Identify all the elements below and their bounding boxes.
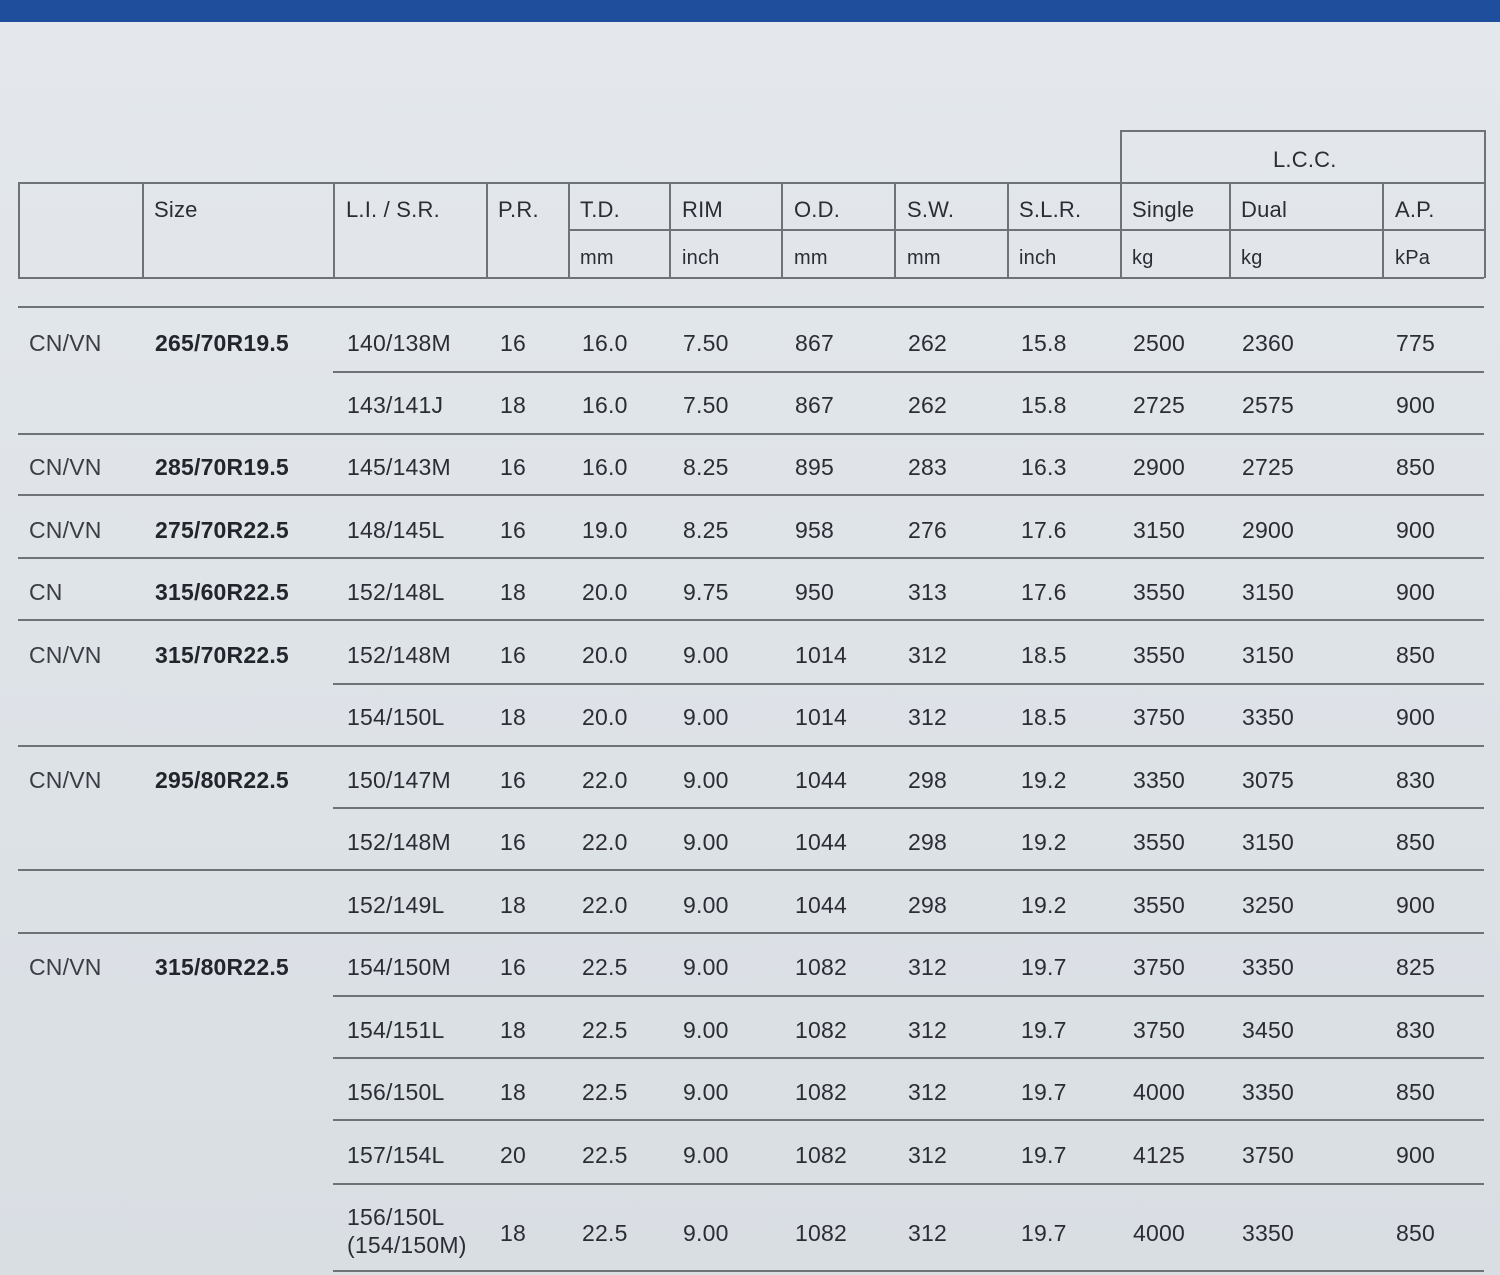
row-separator (18, 494, 1484, 496)
cell-size: 275/70R22.5 (155, 517, 289, 543)
row-separator (18, 306, 1484, 308)
cell-li-sr: 152/148L (347, 579, 445, 605)
cell-rim: 7.50 (683, 330, 729, 356)
column-header: Size (154, 197, 198, 222)
cell-pr: 18 (500, 392, 526, 418)
cell-li-sr: 152/148M (347, 829, 451, 855)
cell-od: 1044 (795, 829, 847, 855)
cell-rim: 9.00 (683, 642, 729, 668)
cell-pr: 18 (500, 579, 526, 605)
cell-sw: 298 (908, 892, 947, 918)
cell-slr: 18.5 (1021, 704, 1067, 730)
column-unit: kg (1132, 247, 1154, 269)
cell-td: 22.5 (582, 1220, 628, 1246)
cell-sw: 283 (908, 454, 947, 480)
cell-pr: 16 (500, 954, 526, 980)
table-right-rule (1484, 130, 1486, 278)
cell-td: 22.5 (582, 1017, 628, 1043)
cell-ap: 900 (1396, 1142, 1435, 1168)
cell-code: CN/VN (29, 330, 102, 356)
cell-rim: 7.50 (683, 392, 729, 418)
cell-pr: 16 (500, 330, 526, 356)
cell-single: 2725 (1133, 392, 1185, 418)
cell-single: 3550 (1133, 642, 1185, 668)
row-separator (18, 433, 1484, 435)
column-unit: kg (1241, 247, 1263, 269)
cell-ap: 775 (1396, 330, 1435, 356)
cell-sw: 312 (908, 1017, 947, 1043)
cell-rim: 9.00 (683, 1220, 729, 1246)
cell-od: 1044 (795, 892, 847, 918)
cell-td: 16.0 (582, 330, 628, 356)
cell-rim: 9.00 (683, 1142, 729, 1168)
cell-slr: 19.7 (1021, 1079, 1067, 1105)
column-unit: inch (1019, 247, 1057, 269)
cell-li-sr: 152/148M (347, 642, 451, 668)
column-header: L.I. / S.R. (346, 197, 440, 222)
column-header: O.D. (794, 197, 841, 222)
row-separator (333, 1183, 1484, 1185)
cell-td: 19.0 (582, 517, 628, 543)
cell-single: 3150 (1133, 517, 1185, 543)
header-col-rule (568, 182, 570, 278)
cell-li-sr: 157/154L (347, 1142, 445, 1168)
cell-li-sr: 148/145L (347, 517, 445, 543)
cell-single: 4000 (1133, 1220, 1185, 1246)
cell-od: 1082 (795, 1142, 847, 1168)
cell-td: 22.5 (582, 954, 628, 980)
header-bottom-rule (18, 277, 1484, 279)
header-top-rule (18, 182, 1484, 184)
cell-size: 315/60R22.5 (155, 579, 289, 605)
cell-od: 895 (795, 454, 834, 480)
cell-single: 2900 (1133, 454, 1185, 480)
cell-slr: 19.2 (1021, 829, 1067, 855)
cell-dual: 2725 (1242, 454, 1294, 480)
column-unit: mm (580, 247, 614, 269)
column-header: A.P. (1395, 197, 1435, 222)
cell-slr: 15.8 (1021, 330, 1067, 356)
row-separator (333, 371, 1484, 373)
cell-sw: 262 (908, 392, 947, 418)
column-header: Dual (1241, 197, 1288, 222)
row-separator (333, 995, 1484, 997)
cell-dual: 3250 (1242, 892, 1294, 918)
column-header: RIM (682, 197, 723, 222)
cell-od: 950 (795, 579, 834, 605)
cell-sw: 312 (908, 1079, 947, 1105)
cell-pr: 18 (500, 1220, 526, 1246)
header-col-rule (486, 182, 488, 278)
cell-td: 22.5 (582, 1142, 628, 1168)
cell-td: 20.0 (582, 579, 628, 605)
cell-td: 22.0 (582, 892, 628, 918)
cell-pr: 16 (500, 517, 526, 543)
cell-rim: 8.25 (683, 454, 729, 480)
cell-ap: 900 (1396, 517, 1435, 543)
cell-li-sr: 145/143M (347, 454, 451, 480)
cell-code: CN/VN (29, 517, 102, 543)
header-col-rule (781, 182, 783, 278)
column-header: S.L.R. (1019, 197, 1082, 222)
cell-od: 1082 (795, 1017, 847, 1043)
cell-pr: 18 (500, 704, 526, 730)
cell-sw: 312 (908, 642, 947, 668)
cell-dual: 3150 (1242, 829, 1294, 855)
cell-pr: 18 (500, 1079, 526, 1105)
cell-size: 315/70R22.5 (155, 642, 289, 668)
cell-od: 867 (795, 392, 834, 418)
cell-slr: 18.5 (1021, 642, 1067, 668)
cell-sw: 298 (908, 829, 947, 855)
cell-ap: 900 (1396, 704, 1435, 730)
cell-size: 285/70R19.5 (155, 454, 289, 480)
cell-sw: 312 (908, 704, 947, 730)
cell-rim: 9.00 (683, 829, 729, 855)
cell-single: 2500 (1133, 330, 1185, 356)
cell-rim: 9.00 (683, 1017, 729, 1043)
cell-sw: 276 (908, 517, 947, 543)
lcc-group-header: L.C.C. (1273, 147, 1337, 172)
cell-ap: 850 (1396, 454, 1435, 480)
cell-size: 295/80R22.5 (155, 767, 289, 793)
column-header: Single (1132, 197, 1195, 222)
column-header: S.W. (907, 197, 955, 222)
row-separator (18, 745, 1484, 747)
cell-dual: 3150 (1242, 642, 1294, 668)
cell-single: 3750 (1133, 1017, 1185, 1043)
cell-code: CN/VN (29, 954, 102, 980)
cell-slr: 16.3 (1021, 454, 1067, 480)
cell-td: 22.5 (582, 1079, 628, 1105)
header-col-rule (1007, 182, 1009, 278)
column-header: P.R. (498, 197, 539, 222)
cell-li-sr: 143/141J (347, 392, 444, 418)
cell-size: 315/80R22.5 (155, 954, 289, 980)
cell-dual: 2900 (1242, 517, 1294, 543)
cell-td: 16.0 (582, 392, 628, 418)
row-separator (333, 1270, 1484, 1272)
cell-dual: 2360 (1242, 330, 1294, 356)
cell-od: 958 (795, 517, 834, 543)
cell-single: 3550 (1133, 829, 1185, 855)
header-col-rule (333, 182, 335, 278)
cell-sw: 312 (908, 954, 947, 980)
cell-dual: 3750 (1242, 1142, 1294, 1168)
header-col-rule (894, 182, 896, 278)
cell-sw: 298 (908, 767, 947, 793)
cell-rim: 9.75 (683, 579, 729, 605)
cell-single: 3350 (1133, 767, 1185, 793)
row-separator (333, 683, 1484, 685)
cell-single: 4000 (1133, 1079, 1185, 1105)
cell-ap: 830 (1396, 767, 1435, 793)
cell-rim: 9.00 (683, 954, 729, 980)
cell-single: 3550 (1133, 579, 1185, 605)
cell-pr: 18 (500, 1017, 526, 1043)
column-header: T.D. (580, 197, 620, 222)
cell-slr: 19.2 (1021, 892, 1067, 918)
cell-od: 1014 (795, 642, 847, 668)
cell-pr: 20 (500, 1142, 526, 1168)
cell-od: 867 (795, 330, 834, 356)
cell-dual: 3350 (1242, 704, 1294, 730)
table-left-rule (18, 182, 20, 278)
cell-li-sr: 150/147M (347, 767, 451, 793)
header-col-rule (1229, 182, 1231, 278)
cell-slr: 17.6 (1021, 579, 1067, 605)
cell-slr: 19.7 (1021, 1017, 1067, 1043)
column-unit: kPa (1395, 247, 1431, 269)
cell-code: CN/VN (29, 642, 102, 668)
cell-single: 3550 (1133, 892, 1185, 918)
cell-od: 1044 (795, 767, 847, 793)
cell-rim: 9.00 (683, 767, 729, 793)
cell-sw: 313 (908, 579, 947, 605)
cell-ap: 850 (1396, 829, 1435, 855)
cell-ap: 900 (1396, 392, 1435, 418)
cell-slr: 19.7 (1021, 1220, 1067, 1246)
cell-od: 1082 (795, 1079, 847, 1105)
row-separator (18, 869, 1484, 871)
cell-code: CN/VN (29, 454, 102, 480)
cell-ap: 900 (1396, 579, 1435, 605)
cell-dual: 3350 (1242, 1079, 1294, 1105)
unit-row-rule (568, 229, 1484, 231)
cell-sw: 312 (908, 1220, 947, 1246)
cell-td: 20.0 (582, 704, 628, 730)
top-blue-band (0, 0, 1500, 22)
cell-ap: 850 (1396, 1220, 1435, 1246)
cell-size: 265/70R19.5 (155, 330, 289, 356)
column-unit: mm (907, 247, 941, 269)
cell-pr: 16 (500, 829, 526, 855)
cell-dual: 3150 (1242, 579, 1294, 605)
cell-li-sr-alt: (154/150M) (347, 1232, 467, 1258)
cell-slr: 19.2 (1021, 767, 1067, 793)
cell-dual: 3350 (1242, 1220, 1294, 1246)
cell-sw: 262 (908, 330, 947, 356)
row-separator (333, 807, 1484, 809)
cell-ap: 825 (1396, 954, 1435, 980)
lcc-left-rule (1120, 130, 1122, 278)
cell-slr: 19.7 (1021, 954, 1067, 980)
cell-rim: 8.25 (683, 517, 729, 543)
cell-dual: 3075 (1242, 767, 1294, 793)
column-unit: mm (794, 247, 828, 269)
header-col-rule (669, 182, 671, 278)
row-separator (333, 1057, 1484, 1059)
cell-slr: 19.7 (1021, 1142, 1067, 1168)
row-separator (18, 619, 1484, 621)
cell-pr: 16 (500, 642, 526, 668)
row-separator (333, 1119, 1484, 1121)
cell-rim: 9.00 (683, 1079, 729, 1105)
cell-dual: 2575 (1242, 392, 1294, 418)
cell-td: 22.0 (582, 767, 628, 793)
cell-li-sr: 152/149L (347, 892, 445, 918)
row-separator (18, 557, 1484, 559)
cell-slr: 17.6 (1021, 517, 1067, 543)
cell-dual: 3450 (1242, 1017, 1294, 1043)
cell-slr: 15.8 (1021, 392, 1067, 418)
cell-single: 4125 (1133, 1142, 1185, 1168)
cell-td: 20.0 (582, 642, 628, 668)
cell-td: 16.0 (582, 454, 628, 480)
cell-ap: 900 (1396, 892, 1435, 918)
header-col-rule (142, 182, 144, 278)
cell-ap: 850 (1396, 642, 1435, 668)
cell-dual: 3350 (1242, 954, 1294, 980)
cell-code: CN/VN (29, 767, 102, 793)
header-col-rule (1382, 182, 1384, 278)
cell-li-sr: 154/151L (347, 1017, 445, 1043)
cell-rim: 9.00 (683, 892, 729, 918)
cell-td: 22.0 (582, 829, 628, 855)
cell-sw: 312 (908, 1142, 947, 1168)
row-separator (18, 932, 1484, 934)
cell-rim: 9.00 (683, 704, 729, 730)
cell-li-sr: 156/150L (347, 1079, 445, 1105)
cell-pr: 16 (500, 767, 526, 793)
cell-li-sr: 156/150L (347, 1204, 445, 1230)
cell-li-sr: 154/150M (347, 954, 451, 980)
cell-od: 1082 (795, 1220, 847, 1246)
cell-code: CN (29, 579, 63, 605)
cell-pr: 16 (500, 454, 526, 480)
lcc-top-rule (1120, 130, 1484, 132)
cell-ap: 850 (1396, 1079, 1435, 1105)
cell-li-sr: 140/138M (347, 330, 451, 356)
cell-single: 3750 (1133, 704, 1185, 730)
cell-od: 1014 (795, 704, 847, 730)
cell-ap: 830 (1396, 1017, 1435, 1043)
cell-pr: 18 (500, 892, 526, 918)
cell-od: 1082 (795, 954, 847, 980)
cell-li-sr: 154/150L (347, 704, 445, 730)
column-unit: inch (682, 247, 720, 269)
cell-single: 3750 (1133, 954, 1185, 980)
